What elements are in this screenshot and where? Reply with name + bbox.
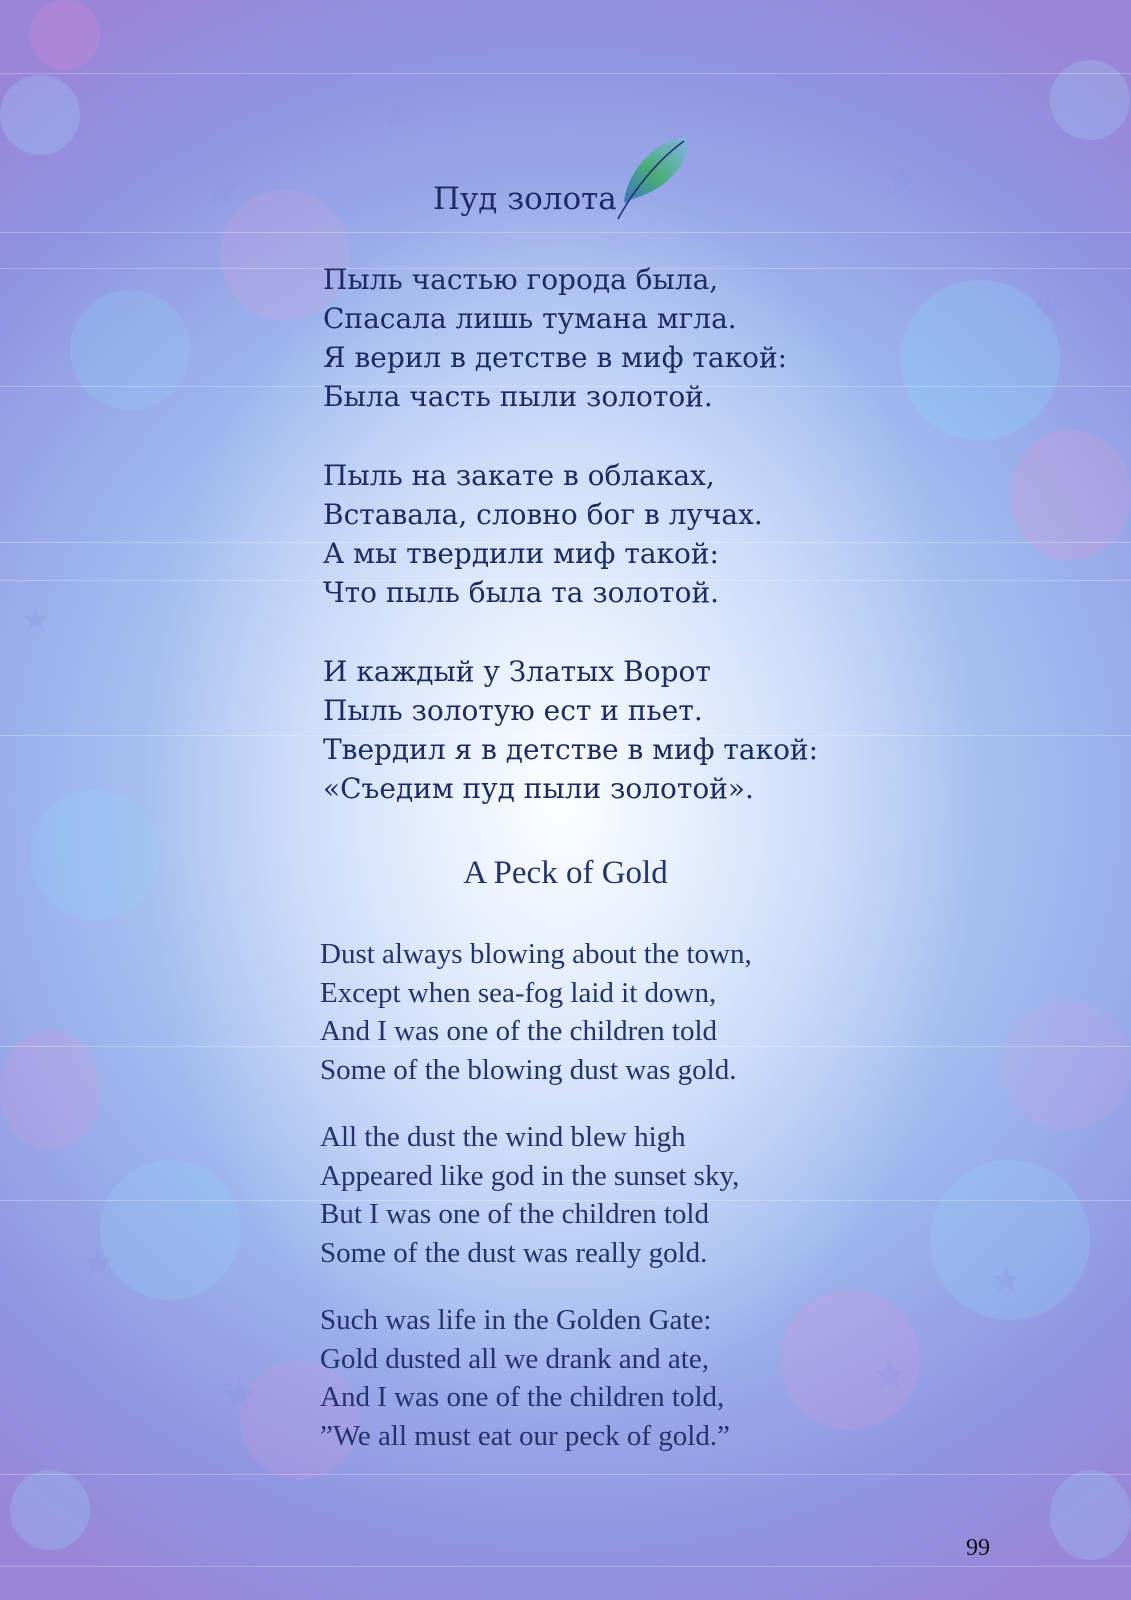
poem-line: А мы твердили миф такой:	[323, 537, 719, 570]
stanza-en-2	[320, 1118, 739, 1272]
poem-line: Пыль на закате в облаках,	[323, 459, 715, 492]
page-number: 99	[966, 1535, 990, 1561]
bokeh-light	[780, 1290, 920, 1430]
star-decoration: ★	[1030, 285, 1066, 331]
poem-line: Спасала лишь тумана мгла.	[323, 302, 737, 335]
poem-line: Я верил в детстве в миф такой:	[323, 341, 788, 374]
stanza-ru-3	[323, 652, 818, 808]
poem-title-ru: Пуд золота	[433, 181, 617, 217]
poem-line: Вставала, словно бог в лучах.	[323, 498, 763, 531]
poem-line: All the dust the wind blew high	[320, 1121, 686, 1153]
poem-line: Some of the blowing dust was gold.	[320, 1053, 737, 1086]
poem-line: Что пыль была та золотой.	[323, 576, 720, 609]
poem-line: И каждый у Златых Ворот	[323, 655, 711, 688]
poem-line: And I was one of the children told	[320, 1015, 718, 1047]
star-decoration: ★	[200, 160, 244, 216]
background-stripe	[0, 1566, 1131, 1567]
bokeh-light	[900, 280, 1060, 440]
poem-line: «Съедим пуд пыли золотой».	[323, 772, 754, 805]
bokeh-light	[930, 1160, 1090, 1320]
stanza-ru-2	[323, 456, 763, 612]
bokeh-light	[1050, 1470, 1131, 1560]
background-stripe	[0, 73, 1131, 74]
poem-line: Such was life in the Golden Gate:	[320, 1304, 712, 1336]
feather-icon	[614, 133, 698, 223]
poem-line: Appeared like god in the sunset sky,	[320, 1159, 740, 1192]
background-stripe	[0, 1474, 1131, 1475]
bokeh-light	[1050, 60, 1130, 140]
poem-line: And I was one of the children told,	[320, 1381, 725, 1413]
star-decoration: ★	[870, 1350, 910, 1401]
bokeh-light	[0, 75, 80, 155]
star-decoration: ★	[80, 1240, 116, 1286]
poem-title-en: A Peck of Gold	[463, 855, 668, 891]
bokeh-light	[1010, 430, 1131, 560]
poem-line: Dust always blowing about the town,	[320, 938, 752, 970]
poem-line: Пыль частью города была,	[323, 263, 719, 296]
bokeh-light	[10, 1470, 90, 1550]
poem-line: ”We all must eat our peck of gold.”	[320, 1419, 730, 1452]
poem-line: Пыль золотую ест и пьет.	[323, 694, 703, 727]
bokeh-light	[1000, 1000, 1131, 1130]
poem-line: Except when sea-fog laid it down,	[320, 976, 717, 1009]
poem-line: Была часть пыли золотой.	[323, 380, 713, 413]
poem-line: Твердил я в детстве в миф такой:	[323, 733, 819, 766]
star-decoration: ★	[20, 600, 51, 640]
stanza-en-1	[320, 935, 752, 1089]
bokeh-light	[0, 1030, 100, 1150]
star-decoration: ★	[380, 90, 416, 136]
poem-line: Gold dusted all we drank and ate,	[320, 1342, 709, 1375]
poem-line: But I was one of the children told	[320, 1198, 709, 1230]
star-decoration: ★	[990, 1260, 1023, 1301]
star-decoration: ★	[220, 1370, 260, 1421]
stanza-en-3	[320, 1301, 730, 1455]
bokeh-light	[100, 1160, 240, 1300]
background-stripe	[0, 232, 1131, 233]
poem-line: Some of the dust was really gold.	[320, 1236, 708, 1269]
bokeh-light	[70, 290, 190, 410]
star-decoration: ★	[880, 150, 925, 208]
stanza-ru-1	[323, 260, 787, 416]
bokeh-light	[30, 0, 100, 70]
